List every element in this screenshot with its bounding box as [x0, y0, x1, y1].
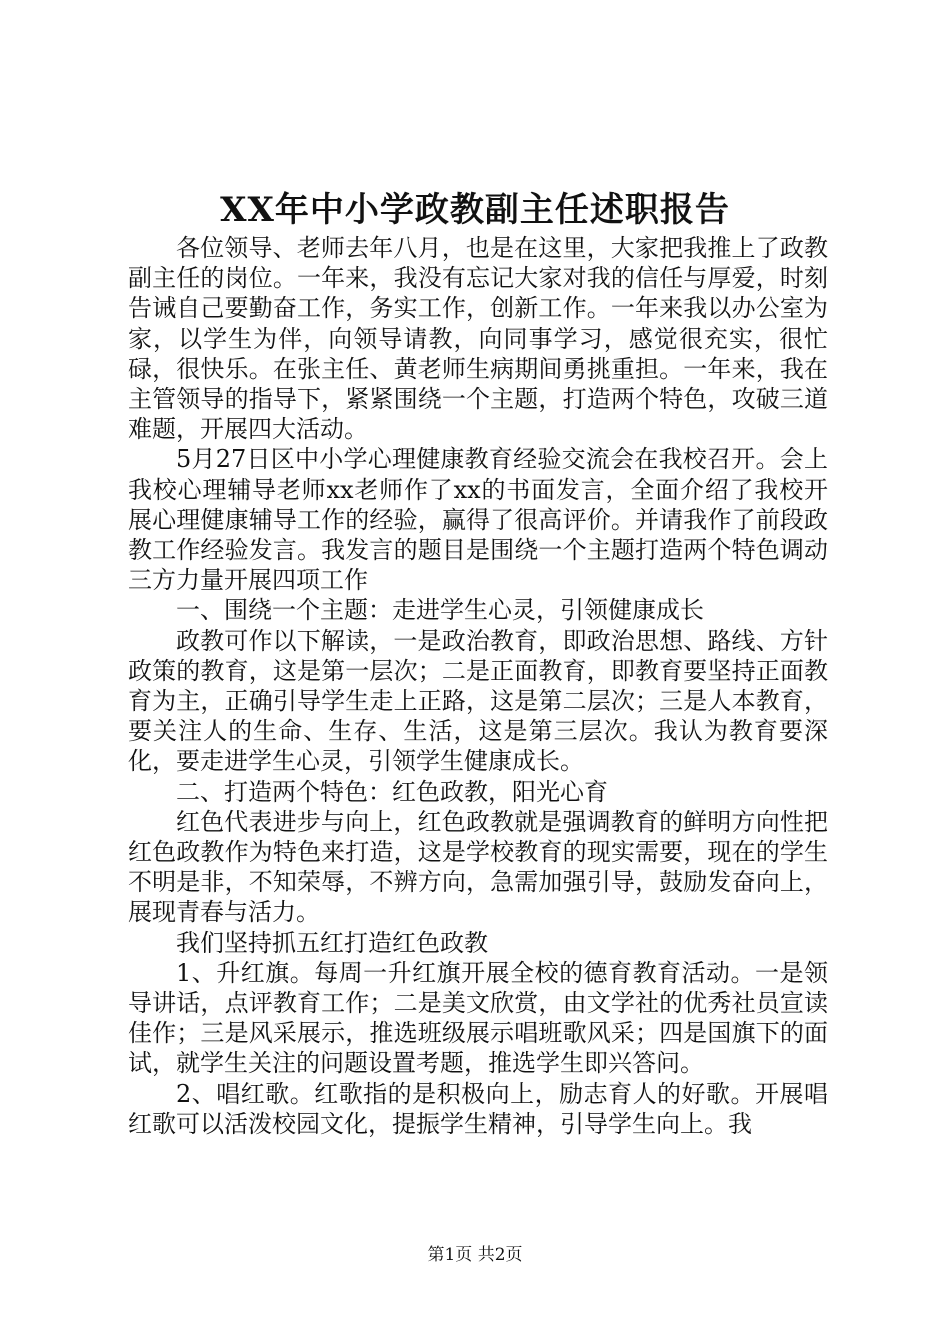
- paragraph: 5月27日区中小学心理健康教育经验交流会在我校召开。会上我校心理辅导老师xx老师作了xx的书面发言，全面介绍了我校开展心理健康辅导工作的经验，赢得了很高评价。并请我作了前段政教工作经验发言。我发言的题目是围绕一个主题打造两个特色调动三方力量开展四项工作: [128, 445, 828, 595]
- paragraph: 2、唱红歌。红歌指的是积极向上，励志育人的好歌。开展唱红歌可以活泼校园文化，提振学生精神，引导学生向上。我: [128, 1079, 828, 1138]
- document-body: [128, 233, 828, 1139]
- paragraph: 1、升红旗。每周一升红旗开展全校的德育教育活动。一是领导讲话，点评教育工作；二是美文欣赏，由文学社的优秀社员宣读佳作；三是风采展示，推选班级展示唱班歌风采；四是国旗下的面试，就学生关注的问题设置考题，推选学生即兴答问。: [128, 958, 828, 1078]
- paragraph: 红色代表进步与向上，红色政教就是强调教育的鲜明方向性把红色政教作为特色来打造，这是学校教育的现实需要，现在的学生不明是非，不知荣辱，不辨方向，急需加强引导，鼓励发奋向上，展现青春与活力。: [128, 807, 828, 927]
- page-number-footer: 第1页 共2页: [427, 1245, 523, 1265]
- paragraph: 政教可作以下解读，一是政治教育，即政治思想、路线、方针政策的教育，这是第一层次；二是正面教育，即教育要坚持正面教育为主，正确引导学生走上正路，这是第二层次；三是人本教育，要关注人的生命、生存、生活，这是第三层次。我认为教育要深化，要走进学生心灵，引领学生健康成长。: [128, 626, 828, 776]
- paragraph: 各位领导、老师去年八月，也是在这里，大家把我推上了政教副主任的岗位。一年来，我没有忘记大家对我的信任与厚爱，时刻告诫自己要勤奋工作，务实工作，创新工作。一年来我以办公室为家，以学生为伴，向领导请教，向同事学习，感觉很充实，很忙碌，很快乐。在张主任、黄老师生病期间勇挑重担。一年来，我在主管领导的指导下，紧紧围绕一个主题，打造两个特色，攻破三道难题，开展四大活动。: [128, 234, 828, 444]
- document-title: XX年中小学政教副主任述职报告: [220, 190, 730, 230]
- section-heading: 一、围绕一个主题：走进学生心灵，引领健康成长: [176, 596, 704, 625]
- paragraph: 我们坚持抓五红打造红色政教: [176, 928, 488, 957]
- section-heading: 二、打造两个特色：红色政教，阳光心育: [176, 777, 608, 806]
